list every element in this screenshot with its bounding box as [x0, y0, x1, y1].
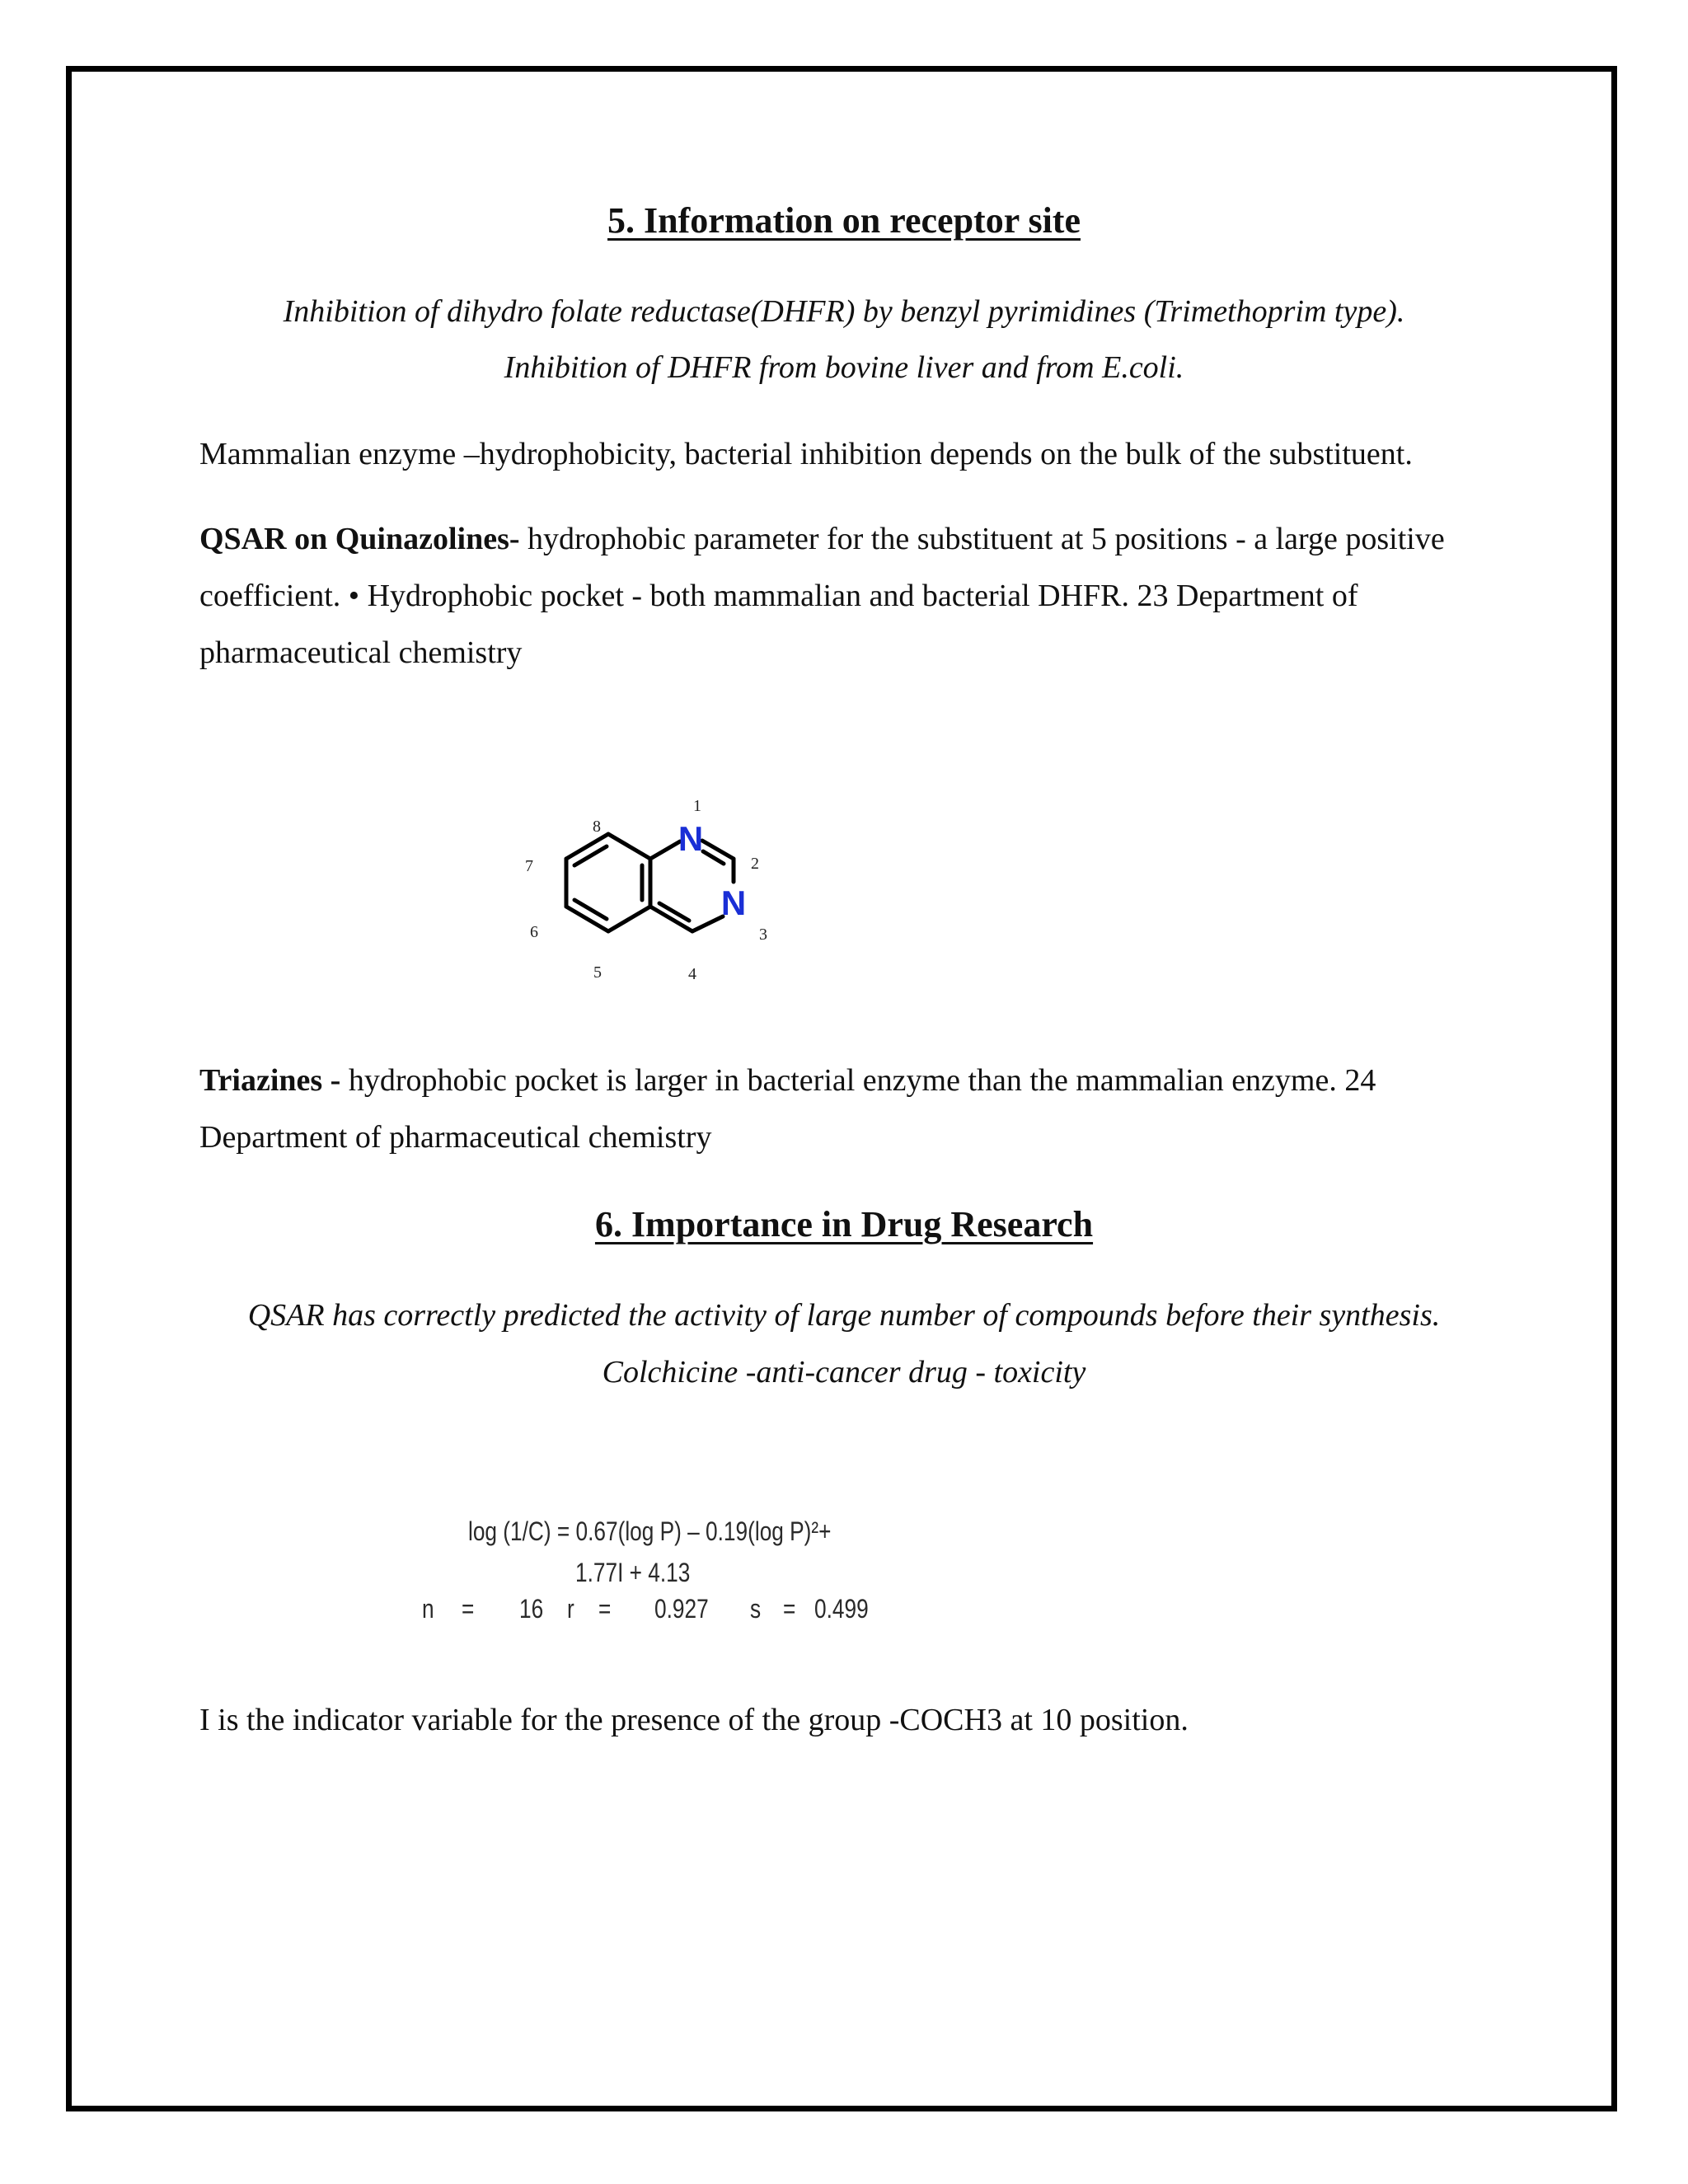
- stat-s-equals: =: [783, 1594, 796, 1624]
- section5-italic-line2: Inhibition of DHFR from bovine liver and from E.coli.: [504, 350, 1184, 385]
- atom-n1: N: [678, 819, 704, 858]
- stat-n-value: 16: [519, 1594, 544, 1624]
- position-6-label: 6: [530, 923, 538, 941]
- stat-n-label: n: [422, 1594, 434, 1624]
- atom-n3: N: [720, 883, 747, 922]
- stat-r-label: r: [567, 1594, 574, 1624]
- position-8-label: 8: [593, 818, 601, 836]
- stat-r-equals: =: [598, 1594, 612, 1624]
- equation-line2: 1.77I + 4.13: [575, 1558, 691, 1587]
- triazines-label: Triazines -: [199, 1063, 341, 1098]
- stat-n-equals: =: [462, 1594, 475, 1624]
- mammalian-enzyme-paragraph: Mammalian enzyme –hydrophobicity, bacterial inhibition depends on the bulk of the substituent.: [199, 437, 1413, 471]
- qsar-quinazolines-paragraph: [199, 511, 1518, 682]
- indicator-variable-paragraph: I is the indicator variable for the presence of the group -COCH3 at 10 position.: [199, 1703, 1189, 1737]
- qsar-quinazolines-text: hydrophobic parameter for the substituent at 5 positions - a large positive coefficient. • Hydrophobic pocket - both mammalian and bacterial DHFR. 23 Department of pharmaceutical chemistry: [199, 522, 1445, 670]
- stat-s-value: 0.499: [814, 1594, 869, 1624]
- position-2-label: 2: [751, 855, 759, 873]
- position-3-label: 3: [759, 926, 767, 944]
- section6-italic-line1: QSAR has correctly predicted the activity of large number of compounds before their synthesis.: [247, 1298, 1441, 1333]
- stat-r-value: 0.927: [654, 1594, 709, 1624]
- section5-italic-line1: Inhibition of dihydro folate reductase(DHFR) by benzyl pyrimidines (Trimethoprim type).: [283, 294, 1405, 329]
- position-5-label: 5: [593, 963, 602, 982]
- section5-heading: 5. Information on receptor site: [607, 200, 1081, 241]
- qsar-equation: [412, 1508, 923, 1644]
- qsar-quinazolines-label: QSAR on Quinazolines-: [199, 522, 520, 556]
- position-1-label: 1: [693, 797, 701, 815]
- equation-line1: log (1/C) = 0.67(log P) – 0.19(log P)²+: [468, 1516, 832, 1546]
- position-4-label: 4: [688, 965, 696, 983]
- quinazoline-structure: [511, 783, 808, 997]
- section6-italic-line2: Colchicine -anti-cancer drug - toxicity: [602, 1355, 1086, 1390]
- section6-heading: 6. Importance in Drug Research: [594, 1204, 1094, 1244]
- position-7-label: 7: [525, 857, 533, 875]
- stat-s-label: s: [750, 1594, 762, 1624]
- triazines-paragraph: [199, 1052, 1518, 1166]
- triazines-text: hydrophobic pocket is larger in bacterial enzyme than the mammalian enzyme. 24 Department of pharmaceutical chemistry: [199, 1063, 1376, 1155]
